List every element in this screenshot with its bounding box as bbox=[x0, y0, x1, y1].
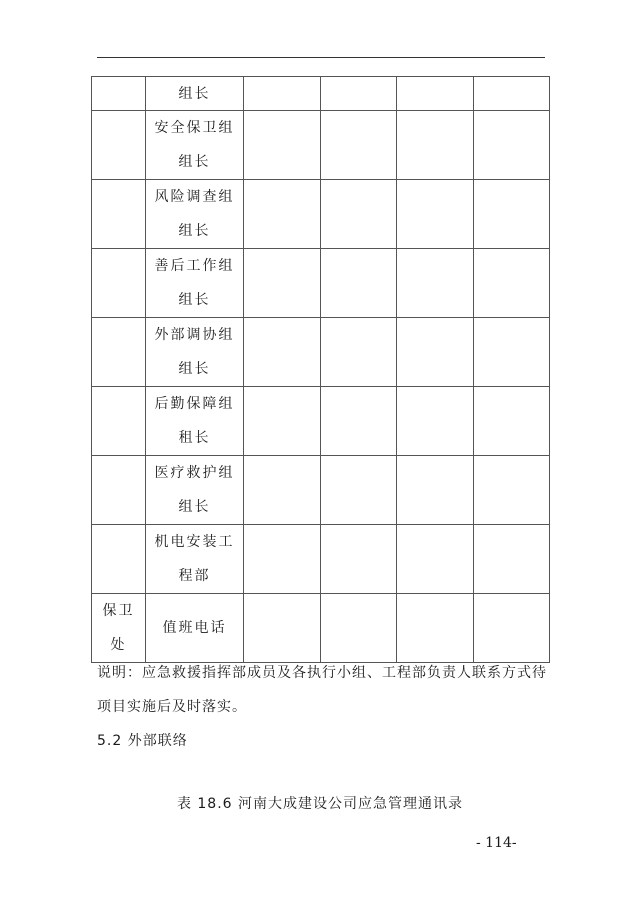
table-row bbox=[92, 525, 550, 594]
table-cell bbox=[321, 77, 397, 111]
table-cell bbox=[244, 180, 321, 249]
header-rule bbox=[97, 57, 545, 58]
table-cell-role bbox=[146, 249, 244, 318]
table-cell bbox=[92, 180, 146, 249]
table-row bbox=[92, 249, 550, 318]
table-cell bbox=[474, 387, 550, 456]
table-caption: 表 18.6 河南大成建设公司应急管理通讯录 bbox=[176, 796, 464, 812]
role-label: 组长 bbox=[178, 361, 211, 377]
role-label: 机电安装工 bbox=[154, 534, 235, 550]
table-cell bbox=[474, 594, 550, 663]
table-cell bbox=[244, 111, 321, 180]
table-cell bbox=[244, 77, 321, 111]
table-cell bbox=[321, 456, 397, 525]
page-number: - 114- bbox=[476, 835, 517, 851]
role-label: 外部调协组 bbox=[154, 327, 235, 343]
table-cell bbox=[474, 456, 550, 525]
table-cell bbox=[244, 525, 321, 594]
table-cell bbox=[92, 318, 146, 387]
table-cell bbox=[244, 387, 321, 456]
table-cell bbox=[92, 77, 146, 111]
table-cell bbox=[397, 456, 474, 525]
role-label: 安全保卫组 bbox=[154, 120, 235, 136]
table-cell bbox=[397, 594, 474, 663]
table-cell bbox=[397, 525, 474, 594]
table-row bbox=[92, 77, 550, 111]
table-cell bbox=[474, 249, 550, 318]
table-cell bbox=[321, 249, 397, 318]
table-cell bbox=[321, 318, 397, 387]
table-row bbox=[92, 456, 550, 525]
table-cell bbox=[474, 111, 550, 180]
table-cell bbox=[397, 111, 474, 180]
table-cell bbox=[397, 318, 474, 387]
table-cell bbox=[92, 387, 146, 456]
table-cell-role bbox=[146, 594, 244, 663]
table-cell-role bbox=[146, 180, 244, 249]
table-row bbox=[92, 387, 550, 456]
role-label: 值班电话 bbox=[162, 620, 227, 636]
table-cell bbox=[321, 525, 397, 594]
table-cell bbox=[244, 318, 321, 387]
table-cell bbox=[92, 249, 146, 318]
section-heading: 5.2 外部联络 bbox=[97, 733, 188, 749]
table-cell bbox=[321, 180, 397, 249]
table-cell bbox=[321, 594, 397, 663]
table-cell bbox=[244, 594, 321, 663]
contacts-table bbox=[91, 76, 550, 663]
role-label: 医疗救护组 bbox=[154, 465, 235, 481]
table-row bbox=[92, 180, 550, 249]
table-cell bbox=[397, 180, 474, 249]
table-cell bbox=[397, 387, 474, 456]
role-label: 善后工作组 bbox=[154, 258, 235, 274]
table-cell bbox=[321, 387, 397, 456]
table-cell-role bbox=[146, 387, 244, 456]
table-cell-role bbox=[146, 111, 244, 180]
role-label: 租长 bbox=[178, 430, 211, 446]
table-cell-dept bbox=[92, 594, 146, 663]
role-label: 风险调查组 bbox=[154, 189, 235, 205]
table-cell bbox=[397, 77, 474, 111]
role-label: 组长 bbox=[178, 154, 211, 170]
table-cell bbox=[474, 77, 550, 111]
dept-label: 保卫 bbox=[102, 603, 135, 619]
table-cell bbox=[92, 525, 146, 594]
table-cell bbox=[92, 456, 146, 525]
table-cell-role bbox=[146, 77, 244, 111]
role-label: 后勤保障组 bbox=[154, 396, 235, 412]
table-cell bbox=[474, 180, 550, 249]
table-cell bbox=[244, 456, 321, 525]
table-cell bbox=[397, 249, 474, 318]
dept-label: 处 bbox=[110, 637, 127, 653]
table-row bbox=[92, 111, 550, 180]
table-cell bbox=[92, 111, 146, 180]
role-label: 组长 bbox=[178, 499, 211, 515]
table-cell-role bbox=[146, 318, 244, 387]
table-row bbox=[92, 594, 550, 663]
role-label: 组长 bbox=[178, 85, 211, 102]
table-cell bbox=[474, 318, 550, 387]
role-label: 组长 bbox=[178, 292, 211, 308]
table-cell bbox=[321, 111, 397, 180]
role-label: 程部 bbox=[178, 568, 211, 584]
table-row bbox=[92, 318, 550, 387]
table-cell bbox=[244, 249, 321, 318]
table-cell-role bbox=[146, 525, 244, 594]
table-cell-role bbox=[146, 456, 244, 525]
role-label: 组长 bbox=[178, 223, 211, 239]
table-note: 说明：应急救援指挥部成员及各执行小组、工程部负责人联系方式待项目实施后及时落实。 bbox=[97, 665, 547, 715]
table-cell bbox=[474, 525, 550, 594]
